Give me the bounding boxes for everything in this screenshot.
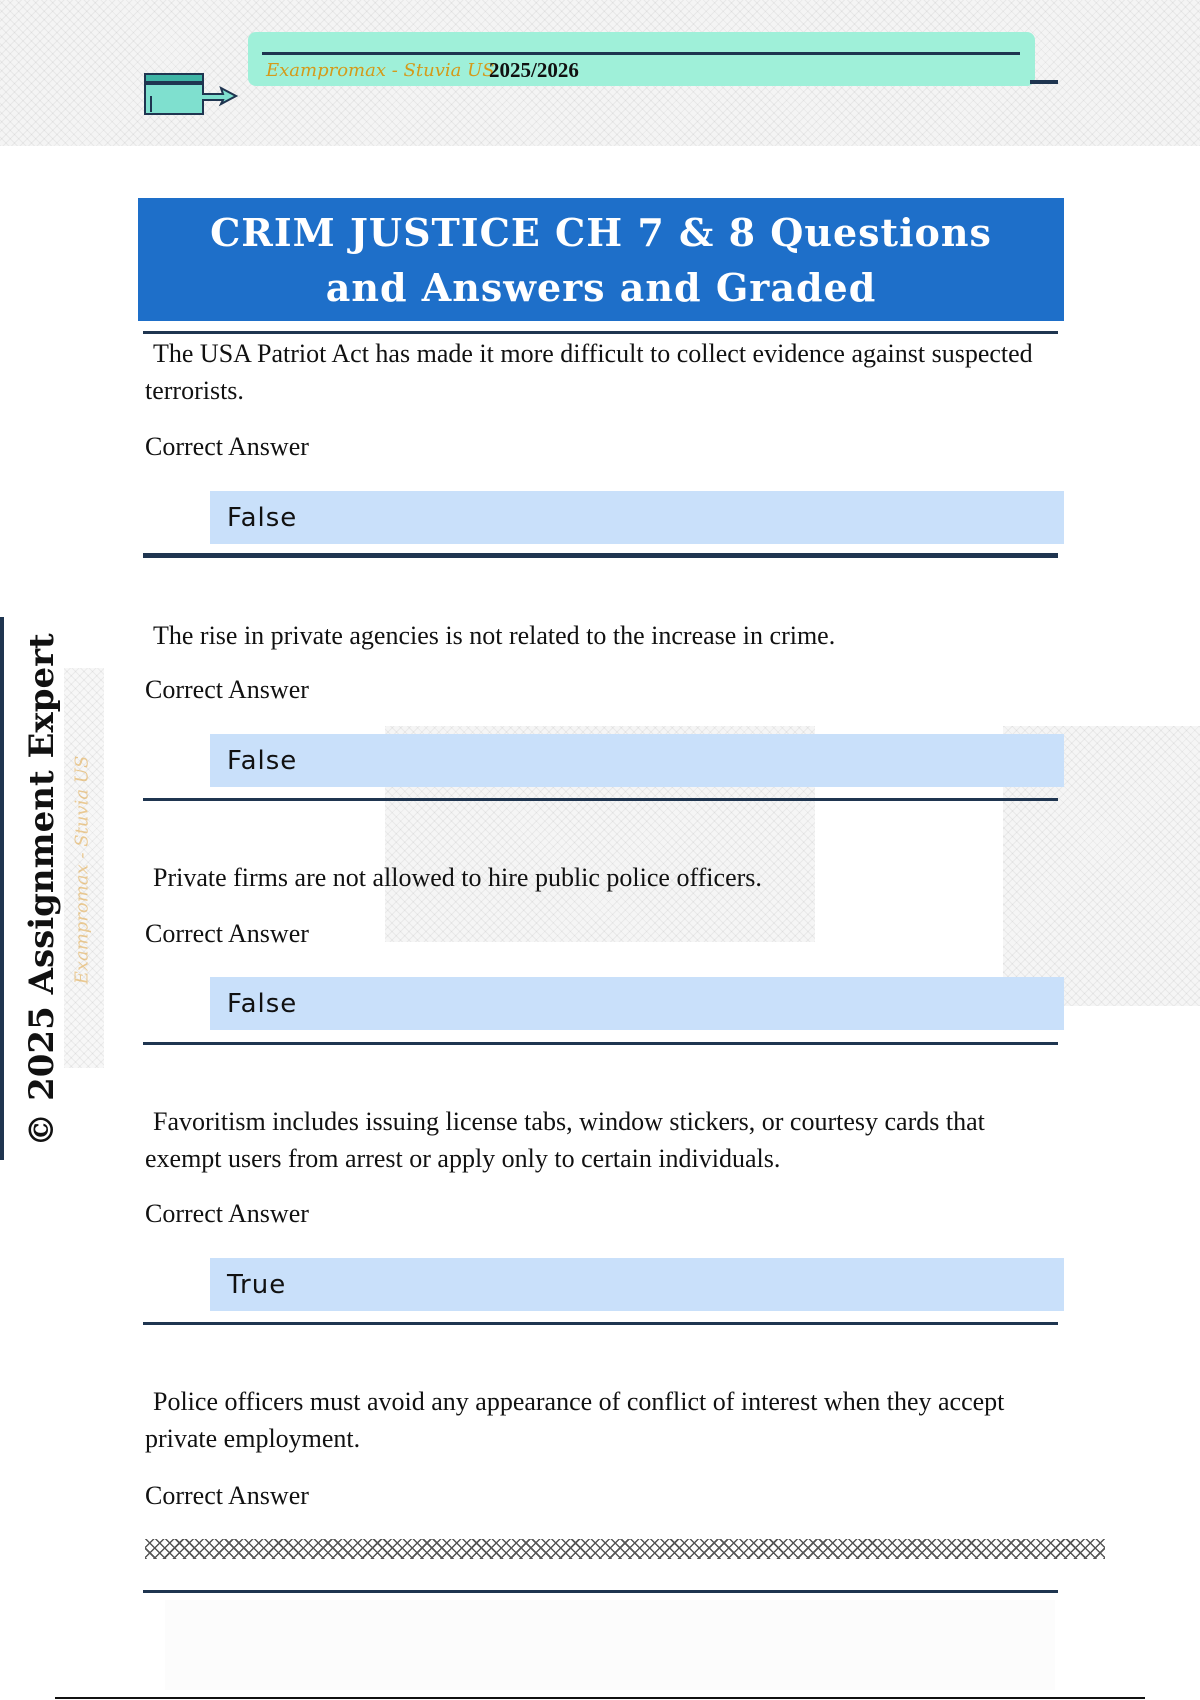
header-rule-tail <box>1030 80 1058 84</box>
answer-value: False <box>227 745 298 776</box>
question-text: The USA Patriot Act has made it more difficult to collect evidence against suspected terrorists. <box>145 339 1033 405</box>
answer-box <box>210 491 1064 544</box>
question-text: Police officers must avoid any appearance of conflict of interest when they accept private employment. <box>145 1387 1005 1453</box>
question-text: The rise in private agencies is not related to the increase in crime. <box>153 621 836 650</box>
brand-watermark: Exampromax - Stuvia US <box>71 755 93 985</box>
answer-label: Correct Answer <box>145 432 309 461</box>
answer-value: True <box>227 1269 287 1300</box>
question-text: Favoritism includes issuing license tabs, window stickers, or courtesy cards that exempt users from arrest or apply only to certain individuals. <box>145 1107 985 1173</box>
header-rule <box>262 52 1020 55</box>
answer-box <box>210 977 1064 1030</box>
divider <box>143 1322 1058 1325</box>
answer-label: Correct Answer <box>145 1199 309 1228</box>
question-text: Private firms are not allowed to hire public police officers. <box>153 863 762 892</box>
header-brand: Exampromax - Stuvia US <box>266 60 495 81</box>
copyright-text: © 2025 Assignment Expert <box>22 633 62 1147</box>
sidebar-rule <box>0 617 4 1160</box>
footer-rule <box>55 1697 1145 1699</box>
answer-label: Correct Answer <box>145 919 309 948</box>
answer-box <box>210 1258 1064 1311</box>
divider <box>143 1042 1058 1045</box>
title-banner <box>138 198 1064 321</box>
answer-box <box>210 734 1064 787</box>
divider <box>143 1590 1058 1593</box>
obscured-answer <box>145 1539 1105 1559</box>
header-year: 2025/2026 <box>489 58 579 82</box>
answer-label: Correct Answer <box>145 675 309 704</box>
arrow-tab-icon <box>143 72 238 118</box>
divider <box>143 331 1058 334</box>
divider <box>143 553 1058 558</box>
page-title: CRIM JUSTICE CH 7 & 8 Questions and Answers and Graded <box>210 209 992 310</box>
answer-value: False <box>227 502 298 533</box>
answer-label: Correct Answer <box>145 1481 309 1510</box>
background-block <box>165 1600 1055 1690</box>
answer-value: False <box>227 988 298 1019</box>
divider <box>143 798 1058 801</box>
